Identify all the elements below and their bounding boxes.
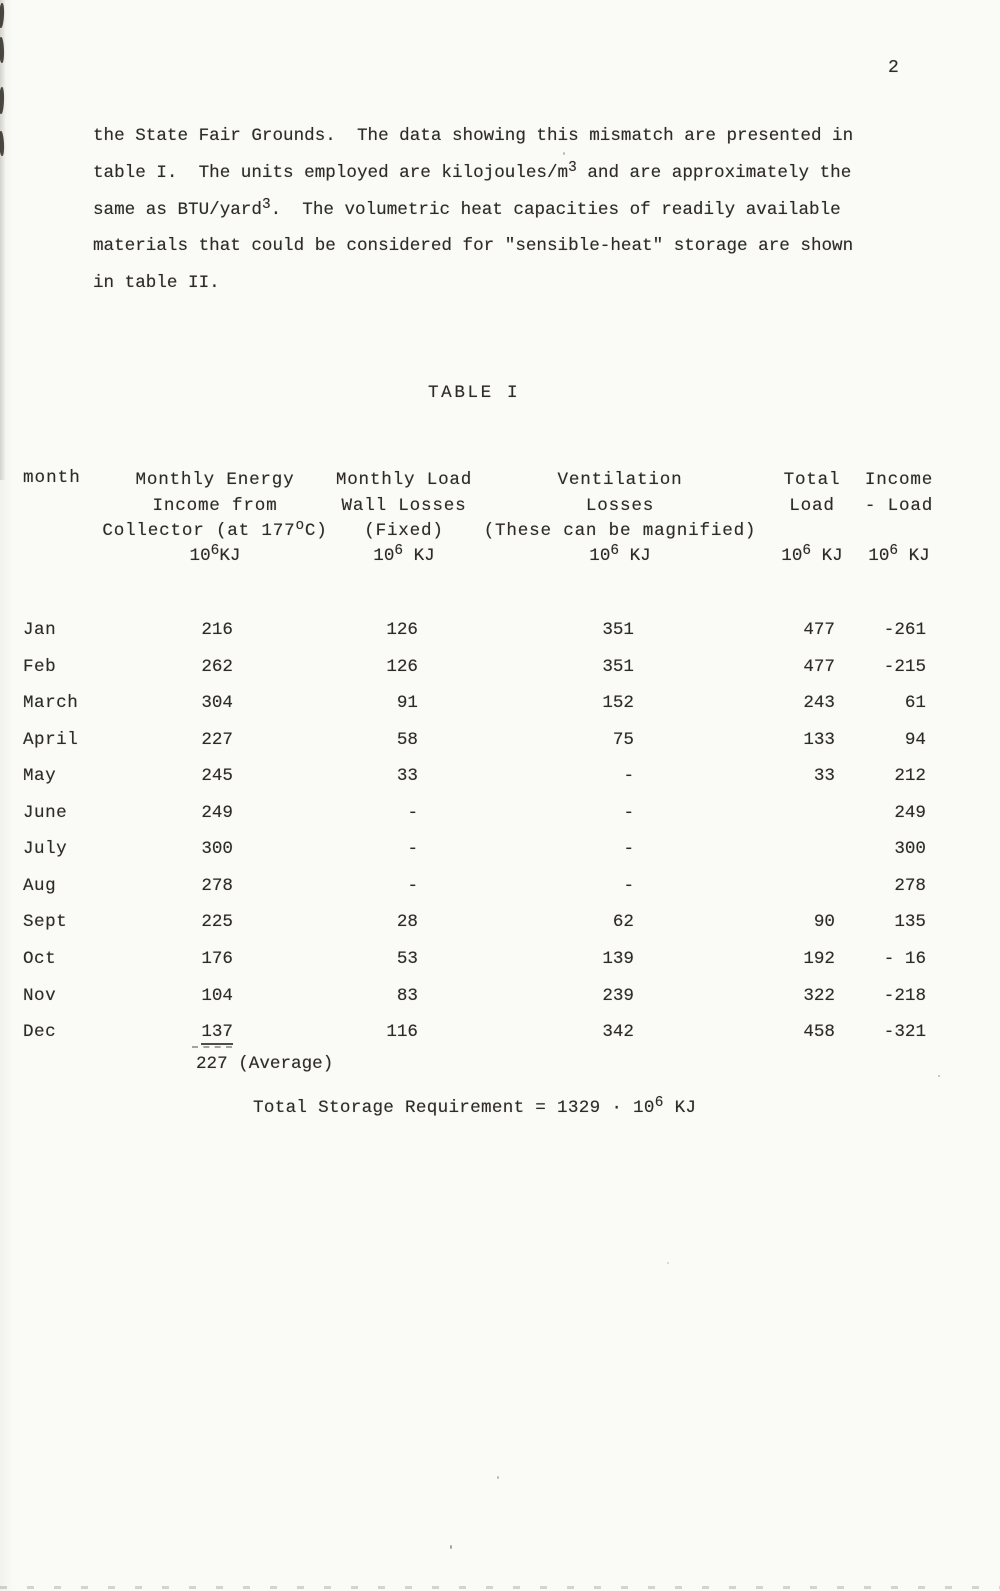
table-row-oct <box>0 949 1000 973</box>
value-cell-net: -218 <box>883 985 926 1006</box>
value-cell-wall: 126 <box>386 656 418 677</box>
value-cell-wall: 28 <box>396 912 418 933</box>
value-cell-total: 458 <box>803 1022 835 1043</box>
month-cell: Nov <box>23 985 57 1006</box>
scan-speck <box>938 1075 940 1077</box>
value-cell-net: 94 <box>904 729 926 750</box>
table-row-july <box>0 839 1000 863</box>
column-header-net <box>819 468 979 519</box>
value-cell-wall: 83 <box>396 985 418 1006</box>
table-title: TABLE I <box>428 383 521 403</box>
value-cell-net: 135 <box>894 912 926 933</box>
underlined-value: 137 <box>201 1022 233 1045</box>
value-cell-vent: - <box>623 802 634 823</box>
value-cell-net: 249 <box>894 802 926 823</box>
value-cell-vent: - <box>623 839 634 860</box>
value-cell-total: 477 <box>803 620 835 640</box>
value-cell-income: 262 <box>201 656 233 677</box>
unit-label-income: $10^6KJ$ <box>189 542 241 566</box>
month-cell: Dec <box>23 1022 57 1043</box>
table-row-june <box>0 803 1000 827</box>
value-cell-wall: 91 <box>396 693 418 714</box>
column-header-line: Ventilation <box>557 470 683 490</box>
column-header-line: Load <box>789 495 835 516</box>
value-cell-total: 243 <box>803 693 835 714</box>
value-cell-income: 300 <box>201 839 233 860</box>
value-cell-total: 322 <box>803 985 835 1006</box>
value-cell-net: -321 <box>883 1022 926 1043</box>
month-cell: June <box>23 802 68 823</box>
value-cell-vent: 351 <box>602 656 634 677</box>
table-row-may <box>0 766 1000 790</box>
value-cell-total: 133 <box>803 729 835 750</box>
table-row-feb <box>0 657 1000 681</box>
unit-label-vent: $10^6$ KJ <box>589 542 651 566</box>
column-header-line: - Load <box>864 495 934 516</box>
month-cell: Aug <box>23 875 57 896</box>
unit-label-net: $10^6$ KJ <box>868 542 930 566</box>
value-cell-income: 304 <box>201 693 233 714</box>
value-cell-wall: 116 <box>386 1022 418 1043</box>
total-storage-line: Total Storage Requirement = $1329 \cdot 10^6$ KJ <box>253 1094 697 1118</box>
column-header-vent <box>455 468 785 545</box>
average-note: 227 (Average) <box>196 1054 334 1074</box>
column-header-line: Income <box>864 470 934 490</box>
value-cell-net: 61 <box>904 693 926 714</box>
value-cell-total: 90 <box>813 912 835 933</box>
month-cell: Jan <box>23 620 57 640</box>
month-cell: March <box>23 693 79 714</box>
column-header-line: Total <box>783 470 841 490</box>
paragraph-line: same as BTU/yard$^3$. The volumetric heat capacities of readily available <box>93 196 841 220</box>
month-cell: Feb <box>23 656 57 677</box>
column-header-line: Monthly Load <box>335 470 473 490</box>
value-cell-income: 278 <box>201 875 233 896</box>
unit-label-wall: $10^6$ KJ <box>373 542 435 566</box>
value-cell-vent: - <box>623 766 634 787</box>
scan-bottom-edge <box>0 1586 1000 1589</box>
value-cell-net: 300 <box>894 839 926 860</box>
scan-speck <box>667 1262 669 1264</box>
value-cell-wall: 126 <box>386 620 418 640</box>
value-cell-wall: - <box>407 839 418 860</box>
unit-label-total: $10^6$ KJ <box>781 542 843 566</box>
table-row-jan <box>0 620 1000 644</box>
month-cell: July <box>23 839 68 860</box>
value-cell-income: 216 <box>201 620 233 640</box>
scan-speck <box>450 1545 452 1549</box>
value-cell-net: 212 <box>894 766 926 787</box>
value-cell-wall: - <box>407 802 418 823</box>
value-cell-income: 245 <box>201 766 233 787</box>
scan-left-edge-shadow <box>0 0 6 480</box>
value-cell-income: 104 <box>201 985 233 1006</box>
column-header-line: Collector (at 177$^o$C) <box>102 518 328 542</box>
value-cell-vent: 239 <box>602 985 634 1006</box>
value-cell-vent: 139 <box>602 948 634 969</box>
value-cell-income: 176 <box>201 948 233 969</box>
value-cell-wall: 53 <box>396 948 418 969</box>
paragraph-line: the State Fair Grounds. The data showing this mismatch are presented in <box>93 126 854 146</box>
value-cell-vent: 62 <box>612 912 634 933</box>
value-cell-income: 225 <box>201 912 233 933</box>
value-cell-net: -215 <box>883 656 926 677</box>
value-cell-vent: 75 <box>612 729 634 750</box>
value-cell-income <box>103 1022 233 1042</box>
value-cell-income: 227 <box>201 729 233 750</box>
value-cell-vent: 152 <box>602 693 634 714</box>
column-header-line: Losses <box>585 495 655 516</box>
page-number: 2 <box>888 58 899 78</box>
table-row-march <box>0 693 1000 717</box>
month-cell: April <box>23 729 79 750</box>
column-header-line: (These can be magnified) <box>483 521 757 542</box>
column-header-line: Monthly Energy <box>135 470 295 490</box>
column-header-line: (Fixed) <box>364 521 444 542</box>
value-cell-total: 477 <box>803 656 835 677</box>
month-cell: May <box>23 766 57 787</box>
month-cell: Sept <box>23 912 68 933</box>
value-cell-income: 249 <box>201 802 233 823</box>
column-header-month: month <box>23 468 81 488</box>
value-cell-net: - 16 <box>883 948 926 969</box>
table-row-sept <box>0 912 1000 936</box>
table-row-aug <box>0 876 1000 900</box>
body-paragraph <box>93 118 853 302</box>
value-cell-net: 278 <box>894 875 926 896</box>
paragraph-line: in table II. <box>93 273 220 294</box>
scan-speck <box>563 152 565 155</box>
table-row-april <box>0 730 1000 754</box>
value-cell-wall: 33 <box>396 766 418 787</box>
value-cell-wall: 58 <box>396 729 418 750</box>
value-cell-net: -261 <box>883 620 926 640</box>
column-header-line: Income from <box>152 495 278 516</box>
paragraph-line: table I. The units employed are kilojoules/$m^3$ and are approximately the <box>93 159 852 183</box>
table-row-nov <box>0 986 1000 1010</box>
value-cell-total: 192 <box>803 948 835 969</box>
value-cell-vent: - <box>623 875 634 896</box>
value-cell-total: 33 <box>813 766 835 787</box>
table-row-dec <box>0 1022 1000 1046</box>
month-cell: Oct <box>23 948 57 969</box>
scan-speck <box>497 1476 499 1479</box>
column-header-line: Wall Losses <box>341 495 467 516</box>
value-cell-vent: 351 <box>602 620 634 640</box>
paragraph-line: materials that could be considered for "sensible-heat" storage are shown <box>93 236 854 257</box>
value-cell-vent: 342 <box>602 1022 634 1043</box>
value-cell-wall: - <box>407 875 418 896</box>
